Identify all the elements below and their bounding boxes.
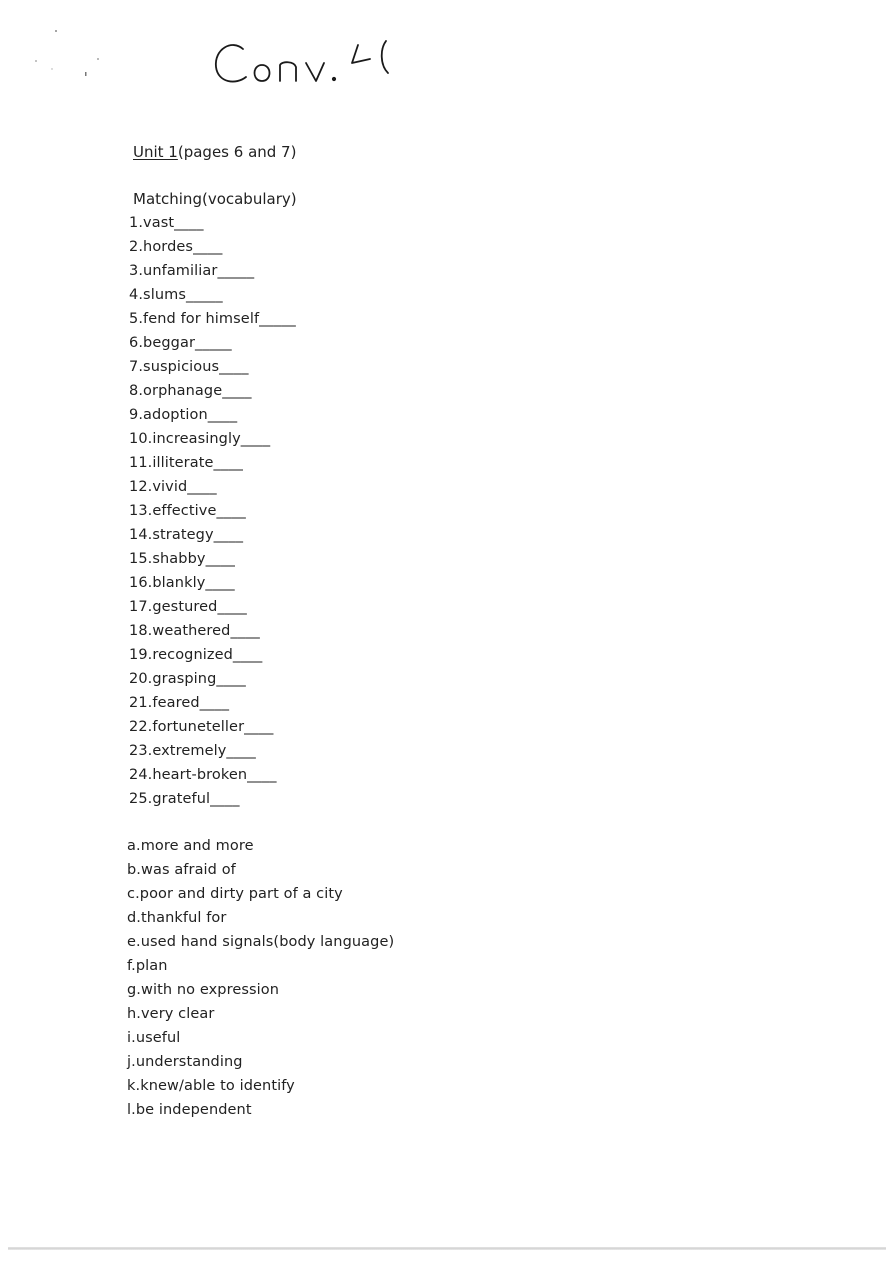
list-item: 18.weathered____ [129, 623, 260, 639]
list-item: 1.vast____ [129, 215, 204, 231]
list-item: a.more and more [127, 838, 254, 854]
list-item: 8.orphanage____ [129, 383, 252, 399]
list-item: l.be independent [127, 1102, 252, 1118]
handwritten-label [210, 35, 410, 95]
definition-list [127, 836, 394, 1124]
list-item: 13.effective____ [129, 503, 246, 519]
list-item: 19.recognized____ [129, 647, 263, 663]
list-item: 2.hordes____ [129, 239, 223, 255]
list-item: c.poor and dirty part of a city [127, 886, 343, 902]
list-item: 12.vivid____ [129, 479, 217, 495]
unit-label: Unit 1 [133, 143, 178, 161]
list-item: 10.increasingly____ [129, 431, 271, 447]
unit-pages: (pages 6 and 7) [177, 143, 297, 161]
list-item: 7.suspicious____ [129, 359, 249, 375]
list-item: d.thankful for [127, 910, 227, 926]
list-item: 3.unfamiliar_____ [129, 263, 255, 279]
list-item: 5.fend for himself_____ [129, 311, 296, 327]
list-item: i.useful [127, 1030, 181, 1046]
list-item: g.with no expression [127, 982, 280, 998]
list-item: 16.blankly____ [129, 575, 235, 591]
list-item: e.used hand signals(body language) [127, 934, 395, 950]
list-item: 17.gestured____ [129, 599, 247, 615]
list-item: 22.fortuneteller____ [129, 719, 274, 735]
list-item: 24.heart-broken____ [129, 767, 277, 783]
list-item: j.understanding [127, 1054, 243, 1070]
list-item: b.was afraid of [127, 862, 236, 878]
list-item: 20.grasping____ [129, 671, 246, 687]
list-item: f.plan [127, 958, 168, 974]
list-item: 6.beggar_____ [129, 335, 232, 351]
list-item: 11.illiterate____ [129, 455, 243, 471]
scan-specks [30, 25, 110, 85]
section-title: Matching(vocabulary) [133, 190, 297, 208]
list-item: 4.slums_____ [129, 287, 223, 303]
list-item: 21.feared____ [129, 695, 230, 711]
unit-heading [133, 142, 296, 162]
list-item: 23.extremely____ [129, 743, 256, 759]
scan-edge-line [8, 1247, 886, 1250]
list-item: 9.adoption____ [129, 407, 238, 423]
list-item: 25.grateful____ [129, 791, 240, 807]
list-item: k.knew/able to identify [127, 1078, 295, 1094]
list-item: h.very clear [127, 1006, 215, 1022]
list-item: 14.strategy____ [129, 527, 244, 543]
vocabulary-word-list [129, 213, 296, 813]
list-item: 15.shabby____ [129, 551, 235, 567]
